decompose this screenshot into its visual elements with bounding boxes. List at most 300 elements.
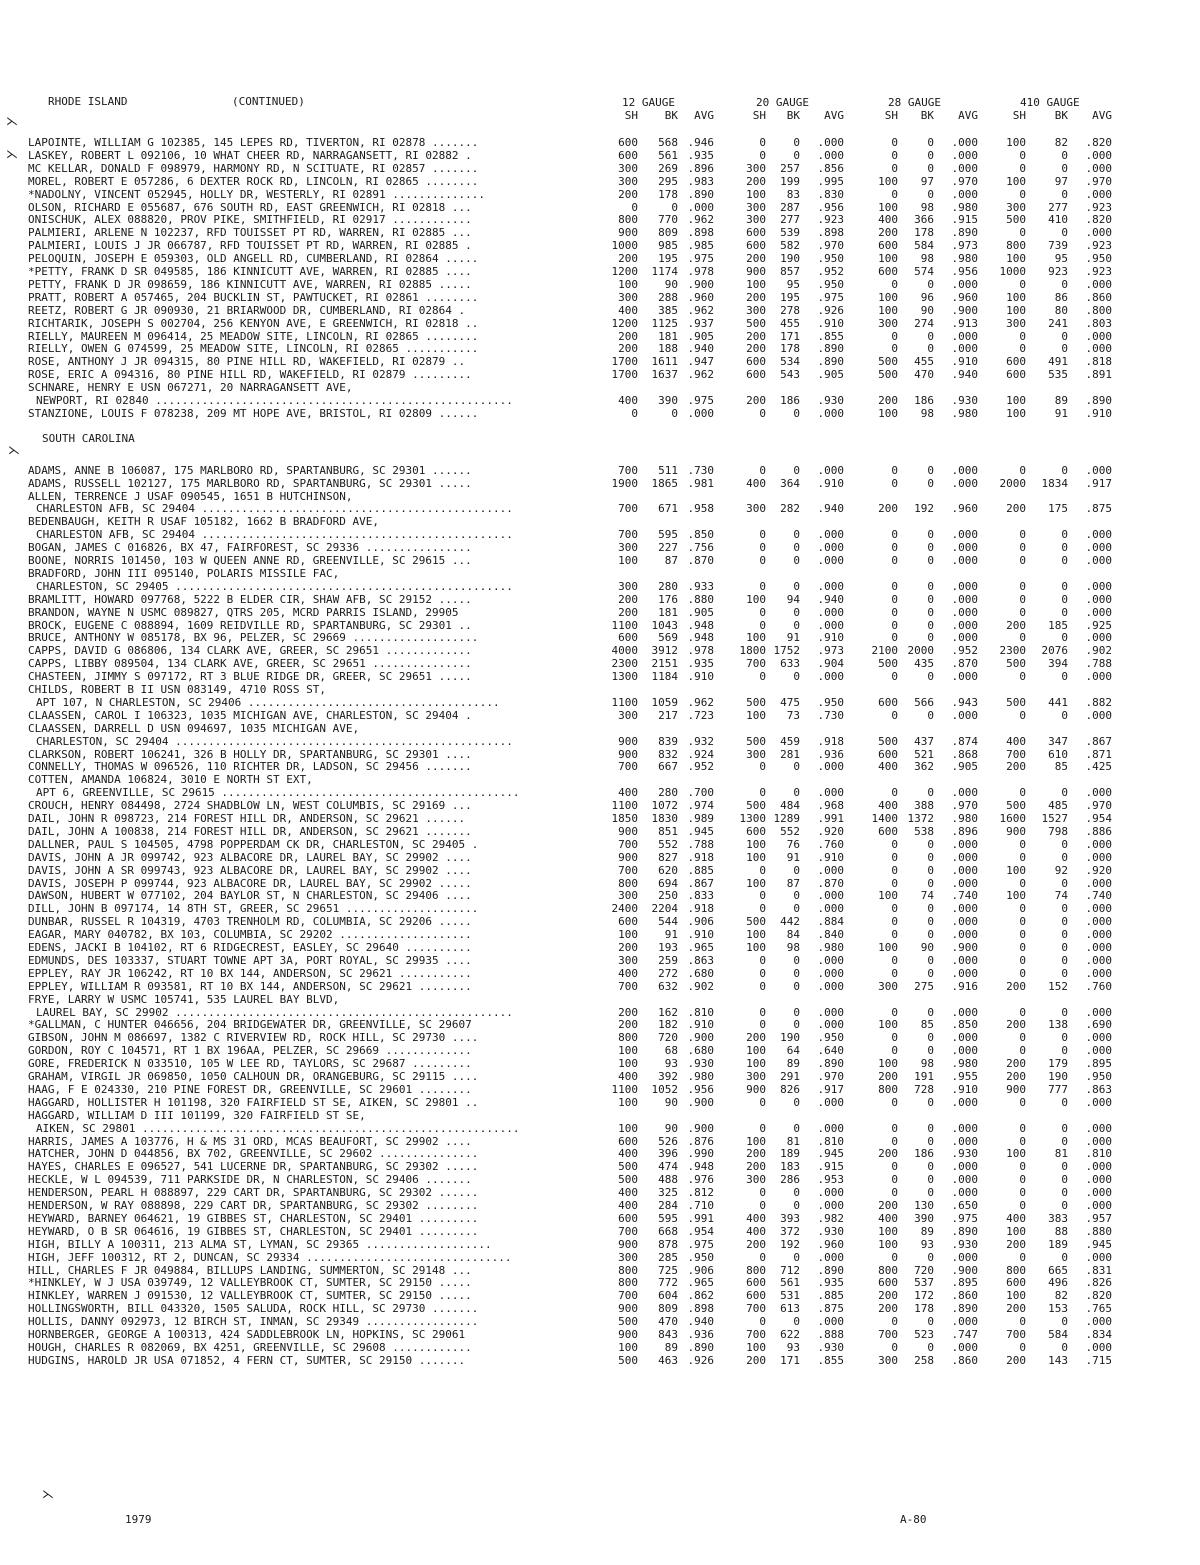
record-value: .895 <box>951 1276 978 1290</box>
record-value: 91 <box>786 850 800 864</box>
record-value: 900 <box>1006 824 1026 838</box>
record-value: 0 <box>891 1160 898 1174</box>
record-text: COTTEN, AMANDA 106824, 3010 E NORTH ST EXT, <box>28 773 313 787</box>
record-value: .991 <box>687 1211 714 1225</box>
record-value: .000 <box>951 1044 978 1058</box>
column-subheading: SH <box>624 109 638 122</box>
record-value: .000 <box>817 148 844 162</box>
record-value: .876 <box>687 1134 714 1148</box>
record-value: 410 <box>1048 213 1068 227</box>
record-value: 82 <box>1054 136 1068 149</box>
record-value: 200 <box>1006 1018 1026 1032</box>
record-value: 190 <box>1048 1070 1068 1083</box>
record-value: .000 <box>951 1134 978 1148</box>
record-value: 130 <box>914 1199 934 1212</box>
record-value: .000 <box>951 1031 978 1045</box>
record-value: 610 <box>1048 747 1068 761</box>
record-value: .740 <box>951 889 978 903</box>
record-text: DAVIS, JOSEPH P 099744, 923 ALBACORE DR, LAUREL BAY, SC 29902 ..... <box>28 876 472 890</box>
record-value: 900 <box>618 1237 638 1251</box>
record-text: SCHNARE, HENRY E USN 067271, 20 NARRAGANSETT AVE, <box>28 381 353 395</box>
record-value: 200 <box>746 1147 766 1161</box>
record-row <box>28 606 1128 619</box>
record-value: 0 <box>891 579 898 593</box>
record-value: .890 <box>817 1263 844 1277</box>
record-value: 0 <box>1019 786 1026 800</box>
record-value: 488 <box>658 1173 678 1187</box>
record-value: .723 <box>687 708 714 722</box>
record-row <box>28 515 1128 528</box>
record-value: 0 <box>1019 1121 1026 1135</box>
record-value: .000 <box>1085 1199 1112 1212</box>
record-row <box>28 1302 1128 1315</box>
record-row <box>28 330 1128 343</box>
record-value: 189 <box>780 1147 800 1161</box>
record-value: 98 <box>920 200 934 214</box>
record-row <box>28 1031 1128 1044</box>
record-value: .875 <box>817 1302 844 1316</box>
record-value: 81 <box>786 1134 800 1148</box>
margin-mark-icon: ⋋ <box>42 1487 54 1501</box>
record-value: 400 <box>746 1224 766 1238</box>
record-value: .970 <box>951 174 978 188</box>
record-value: .910 <box>951 1082 978 1096</box>
record-text: HARRIS, JAMES A 103776, H & MS 31 ORD, MCAS BEAUFORT, SC 29902 .... <box>28 1134 472 1148</box>
record-text: HATCHER, JOHN D 044856, BX 702, GREENVILLE, SC 29602 ............... <box>28 1147 479 1161</box>
record-value: .950 <box>1085 1070 1112 1083</box>
record-value: 100 <box>1006 1289 1026 1303</box>
record-value: 0 <box>891 1134 898 1148</box>
record-value: .000 <box>951 1121 978 1135</box>
record-value: .680 <box>687 966 714 980</box>
record-value: .840 <box>817 928 844 942</box>
record-row <box>28 1354 1128 1367</box>
record-value: .948 <box>687 618 714 632</box>
record-value: 0 <box>1019 915 1026 929</box>
record-value: 0 <box>1019 631 1026 645</box>
record-text: BROCK, EUGENE C 088894, 1609 REIDVILLE RD, SPARTANBURG, SC 29301 .. <box>28 618 472 632</box>
record-value: 138 <box>1048 1018 1068 1032</box>
record-value: 200 <box>746 290 766 304</box>
record-value: .860 <box>951 1289 978 1303</box>
record-value: .900 <box>687 1031 714 1045</box>
record-text: CHARLESTON AFB, SC 29404 ............................................... <box>36 528 513 542</box>
record-value: .000 <box>1085 463 1112 477</box>
record-value: 200 <box>618 592 638 606</box>
record-value: .000 <box>1085 342 1112 356</box>
record-text: HOUGH, CHARLES R 082069, BX 4251, GREENVILLE, SC 29608 ............ <box>28 1340 472 1354</box>
record-value: .950 <box>1085 252 1112 266</box>
record-row <box>28 149 1128 162</box>
record-value: 500 <box>878 657 898 671</box>
record-value: 300 <box>746 161 766 175</box>
record-value: 80 <box>1054 303 1068 317</box>
record-value: .760 <box>1085 979 1112 993</box>
record-value: .874 <box>951 734 978 748</box>
record-value: 200 <box>618 187 638 201</box>
record-value: 600 <box>1006 1276 1026 1290</box>
record-value: 0 <box>1061 1199 1068 1212</box>
record-value: .000 <box>817 1315 844 1329</box>
record-value: 1100 <box>611 799 638 813</box>
record-value: 0 <box>891 837 898 851</box>
record-row <box>28 355 1128 368</box>
record-value: .975 <box>817 290 844 304</box>
record-value: .900 <box>687 1121 714 1135</box>
record-value: 1200 <box>611 265 638 278</box>
record-value: 0 <box>891 1121 898 1135</box>
record-value: 100 <box>1006 863 1026 877</box>
record-row <box>28 188 1128 201</box>
record-value: .000 <box>817 554 844 567</box>
record-value: 0 <box>1019 850 1026 864</box>
record-text: HIGH, BILLY A 100311, 213 ALMA ST, LYMAN, SC 29365 ................... <box>28 1237 492 1251</box>
record-value: .000 <box>951 554 978 567</box>
record-value: 500 <box>1006 657 1026 671</box>
record-value: .916 <box>951 979 978 993</box>
record-value: 0 <box>891 476 898 490</box>
record-value: 1052 <box>651 1082 678 1096</box>
record-row <box>28 554 1128 567</box>
record-value: 0 <box>671 200 678 214</box>
record-value: 0 <box>927 1250 934 1264</box>
record-value: 500 <box>618 1315 638 1329</box>
record-value: 195 <box>658 252 678 266</box>
record-value: .000 <box>1085 277 1112 291</box>
record-value: 0 <box>1061 1095 1068 1109</box>
record-value: 100 <box>746 277 766 291</box>
record-value: 0 <box>891 605 898 619</box>
record-value: 300 <box>746 303 766 317</box>
record-value: 0 <box>1061 631 1068 645</box>
record-value: 0 <box>1019 342 1026 356</box>
record-text: HIGH, JEFF 100312, RT 2, DUNCAN, SC 29334 ............................... <box>28 1250 512 1264</box>
record-value: 200 <box>878 1147 898 1161</box>
record-value: 400 <box>878 760 898 774</box>
record-value: .974 <box>687 799 714 813</box>
record-value: 100 <box>746 928 766 942</box>
record-value: .855 <box>817 329 844 343</box>
record-value: .000 <box>817 136 844 149</box>
record-text: GORDON, ROY C 104571, RT 1 BX 196AA, PELZER, SC 29669 ............. <box>28 1044 472 1058</box>
record-value: 83 <box>786 187 800 201</box>
record-value: .000 <box>817 979 844 993</box>
record-value: .765 <box>1085 1302 1112 1316</box>
record-value: .936 <box>817 747 844 761</box>
record-value: 0 <box>1061 592 1068 606</box>
record-value: 400 <box>618 1186 638 1200</box>
record-value: 720 <box>658 1031 678 1045</box>
record-value: .000 <box>951 631 978 645</box>
record-row <box>28 1109 1128 1122</box>
record-value: 0 <box>1019 876 1026 890</box>
record-value: 100 <box>1006 889 1026 903</box>
record-value: 600 <box>618 915 638 929</box>
record-value: .965 <box>687 1276 714 1290</box>
record-value: 74 <box>1054 889 1068 903</box>
record-text: EDENS, JACKI B 104102, RT 6 RIDGECREST, EASLEY, SC 29640 .......... <box>28 941 472 954</box>
record-value: .000 <box>951 618 978 632</box>
record-value: 500 <box>746 316 766 330</box>
record-value: 526 <box>658 1134 678 1148</box>
record-value: .000 <box>817 579 844 593</box>
record-value: 665 <box>1048 1263 1068 1277</box>
record-value: .000 <box>1085 1340 1112 1354</box>
record-value: .900 <box>687 1095 714 1109</box>
record-value: 0 <box>927 953 934 967</box>
record-value: 300 <box>618 161 638 175</box>
record-value: .000 <box>951 1315 978 1329</box>
record-value: 0 <box>759 136 766 149</box>
record-row <box>28 1070 1128 1083</box>
record-value: 0 <box>891 915 898 929</box>
record-value: 0 <box>759 1186 766 1200</box>
record-value: 600 <box>746 368 766 382</box>
record-row <box>28 1264 1128 1277</box>
record-text: DALLNER, PAUL S 104505, 4798 POPPERDAM CK DR, CHARLESTON, SC 29405 . <box>28 837 479 851</box>
record-value: 3912 <box>651 644 678 658</box>
record-value: 0 <box>631 406 638 420</box>
record-value: .000 <box>951 1250 978 1264</box>
record-value: .875 <box>1085 502 1112 516</box>
record-value: .000 <box>817 406 844 420</box>
record-value: 0 <box>891 953 898 967</box>
record-value: .000 <box>1085 928 1112 942</box>
record-value: .978 <box>687 265 714 278</box>
record-value: 0 <box>891 463 898 477</box>
record-value: 100 <box>618 1340 638 1354</box>
record-value: .000 <box>817 618 844 632</box>
record-text: ROSE, ANTHONY J JR 094315, 80 PINE HILL RD, WAKEFIELD, RI 02879 .. <box>28 355 466 369</box>
record-value: 632 <box>658 979 678 993</box>
record-value: 0 <box>759 406 766 420</box>
record-row <box>28 812 1128 825</box>
record-value: .000 <box>817 1095 844 1109</box>
record-value: 535 <box>1048 368 1068 382</box>
record-value: .850 <box>687 528 714 542</box>
record-value: .918 <box>817 734 844 748</box>
record-value: 720 <box>914 1263 934 1277</box>
record-value: 584 <box>1048 1328 1068 1341</box>
record-value: .000 <box>1085 837 1112 851</box>
record-value: 700 <box>618 502 638 516</box>
record-value: 0 <box>1019 329 1026 343</box>
record-value: .788 <box>1085 657 1112 671</box>
record-value: 1000 <box>611 239 638 253</box>
record-value: .000 <box>951 902 978 916</box>
record-value: 277 <box>780 213 800 227</box>
record-value: 0 <box>1061 1160 1068 1174</box>
record-value: .915 <box>951 213 978 227</box>
record-value: 800 <box>618 213 638 227</box>
record-row <box>28 631 1128 644</box>
record-row <box>28 1044 1128 1057</box>
record-value: 393 <box>780 1211 800 1225</box>
record-value: 100 <box>746 187 766 201</box>
record-value: 0 <box>1061 1005 1068 1019</box>
record-value: 0 <box>793 1186 800 1200</box>
record-text: GORE, FREDERICK N 033510, 105 W LEE RD, TAYLORS, SC 29687 ......... <box>28 1057 472 1071</box>
record-text: PALMIERI, LOUIS J JR 066787, RFD TOUISSET PT RD, WARREN, RI 02885 . <box>28 239 472 253</box>
record-row <box>28 541 1128 554</box>
record-value: 500 <box>746 695 766 709</box>
record-value: 100 <box>746 850 766 864</box>
record-row <box>28 683 1128 696</box>
record-value: 582 <box>780 239 800 253</box>
record-text: ADAMS, ANNE B 106087, 175 MARLBORO RD, SPARTANBURG, SC 29301 ...... <box>28 463 472 477</box>
record-value: .000 <box>817 953 844 967</box>
record-value: 0 <box>891 966 898 980</box>
record-value: .871 <box>1085 747 1112 761</box>
record-value: .980 <box>951 406 978 420</box>
record-value: 0 <box>1061 541 1068 555</box>
record-value: 475 <box>780 695 800 709</box>
record-value: .956 <box>951 265 978 278</box>
record-value: .760 <box>817 837 844 851</box>
record-value: 0 <box>1061 277 1068 291</box>
record-value: 388 <box>914 799 934 813</box>
record-value: .834 <box>1085 1328 1112 1341</box>
record-value: 1300 <box>611 670 638 684</box>
record-value: 192 <box>914 502 934 516</box>
record-value: .800 <box>1085 303 1112 317</box>
record-value: 0 <box>1061 876 1068 890</box>
record-value: .885 <box>817 1289 844 1303</box>
record-value: .968 <box>817 799 844 813</box>
record-value: .820 <box>1085 136 1112 149</box>
record-value: 89 <box>920 1224 934 1238</box>
record-value: .910 <box>687 670 714 684</box>
record-row-continuation <box>28 528 1128 541</box>
record-value: 0 <box>891 863 898 877</box>
record-value: 200 <box>746 329 766 343</box>
record-value: .700 <box>687 786 714 800</box>
record-value: 90 <box>920 941 934 954</box>
record-text: CAPPS, DAVID G 086806, 134 CLARK AVE, GREER, SC 29651 ............. <box>28 644 472 658</box>
record-value: 100 <box>878 252 898 266</box>
record-text: DAVIS, JOHN A SR 099743, 923 ALBACORE DR, LAUREL BAY, SC 29902 .... <box>28 863 472 877</box>
record-value: 0 <box>1061 1315 1068 1329</box>
record-value: 511 <box>658 463 678 477</box>
record-value: .956 <box>687 1082 714 1096</box>
record-value: 366 <box>914 213 934 227</box>
record-value: 561 <box>658 148 678 162</box>
record-value: 100 <box>618 1057 638 1071</box>
record-value: 0 <box>927 148 934 162</box>
record-value: 100 <box>746 592 766 606</box>
record-text: HUDGINS, HAROLD JR USA 071852, 4 FERN CT, SUMTER, SC 29150 ....... <box>28 1353 466 1367</box>
record-value: 200 <box>1006 760 1026 774</box>
record-value: 798 <box>1048 824 1068 838</box>
record-value: .000 <box>817 1250 844 1264</box>
record-value: 0 <box>759 463 766 477</box>
record-value: 200 <box>746 1237 766 1251</box>
record-value: 543 <box>780 368 800 382</box>
record-value: 491 <box>1048 355 1068 369</box>
record-value: .756 <box>687 541 714 555</box>
record-value: 700 <box>618 1224 638 1238</box>
record-value: 90 <box>920 303 934 317</box>
record-value: 295 <box>658 174 678 188</box>
record-value: 300 <box>618 953 638 967</box>
continued-label: (CONTINUED) <box>232 95 305 108</box>
record-row <box>28 967 1128 980</box>
record-value: 0 <box>1061 226 1068 240</box>
record-value: .000 <box>1085 579 1112 593</box>
record-value: 470 <box>658 1315 678 1329</box>
record-value: 700 <box>746 1302 766 1316</box>
record-value: .953 <box>817 1173 844 1187</box>
record-value: .920 <box>817 824 844 838</box>
record-row <box>28 1147 1128 1160</box>
record-value: 0 <box>1019 1186 1026 1200</box>
record-value: .981 <box>687 476 714 490</box>
record-row <box>28 1199 1128 1212</box>
record-value: .000 <box>1085 1095 1112 1109</box>
record-value: 0 <box>631 200 638 214</box>
record-text: CONNELLY, THOMAS W 096526, 110 RICHTER DR, LADSON, SC 29456 ....... <box>28 760 472 774</box>
record-text: EPPLEY, WILLIAM R 093581, RT 10 BX 144, ANDERSON, SC 29621 ........ <box>28 979 472 993</box>
record-value: .936 <box>687 1328 714 1341</box>
record-value: 700 <box>746 657 766 671</box>
record-value: .973 <box>817 644 844 658</box>
record-value: .905 <box>817 368 844 382</box>
record-value: 1372 <box>907 812 934 825</box>
record-value: 600 <box>618 631 638 645</box>
record-row <box>28 902 1128 915</box>
record-row-continuation <box>28 1122 1128 1135</box>
record-value: 300 <box>746 1070 766 1083</box>
record-text: DUNBAR, RUSSEL R 104319, 4703 TRENHOLM RD, COLUMBIA, SC 29206 ..... <box>28 915 472 929</box>
record-value: .962 <box>687 303 714 317</box>
record-value: .000 <box>951 966 978 980</box>
record-value: 534 <box>780 355 800 369</box>
record-value: 537 <box>914 1276 934 1290</box>
record-value: 200 <box>618 605 638 619</box>
record-value: 552 <box>780 824 800 838</box>
record-text: HAAG, F E 024330, 210 PINE FOREST DR, GREENVILLE, SC 29601 ........ <box>28 1082 472 1096</box>
record-value: .955 <box>951 1070 978 1083</box>
record-value: 291 <box>780 1070 800 1083</box>
record-value: .000 <box>1085 670 1112 684</box>
record-value: 700 <box>618 837 638 851</box>
record-value: 600 <box>878 1276 898 1290</box>
record-value: .891 <box>1085 368 1112 382</box>
record-value: .000 <box>951 1340 978 1354</box>
record-row <box>28 175 1128 188</box>
record-value: 152 <box>1048 979 1068 993</box>
record-value: .730 <box>817 708 844 722</box>
record-value: 0 <box>927 631 934 645</box>
record-value: 500 <box>1006 799 1026 813</box>
record-value: 100 <box>746 837 766 851</box>
record-value: 1830 <box>651 812 678 825</box>
column-subheading: AVG <box>694 109 714 122</box>
record-value: .867 <box>1085 734 1112 748</box>
column-subheading: AVG <box>824 109 844 122</box>
record-value: 0 <box>1061 786 1068 800</box>
record-row <box>28 838 1128 851</box>
record-text: CLARKSON, ROBERT 106241, 326 B HOLLY DR, SPARTANBURG, SC 29301 .... <box>28 747 472 761</box>
record-value: 878 <box>658 1237 678 1251</box>
record-value: 0 <box>1019 592 1026 606</box>
record-value: .000 <box>817 760 844 774</box>
record-value: 0 <box>1061 329 1068 343</box>
record-value: .960 <box>951 502 978 516</box>
record-value: 394 <box>1048 657 1068 671</box>
record-value: 93 <box>920 1237 934 1251</box>
record-row <box>28 760 1128 773</box>
